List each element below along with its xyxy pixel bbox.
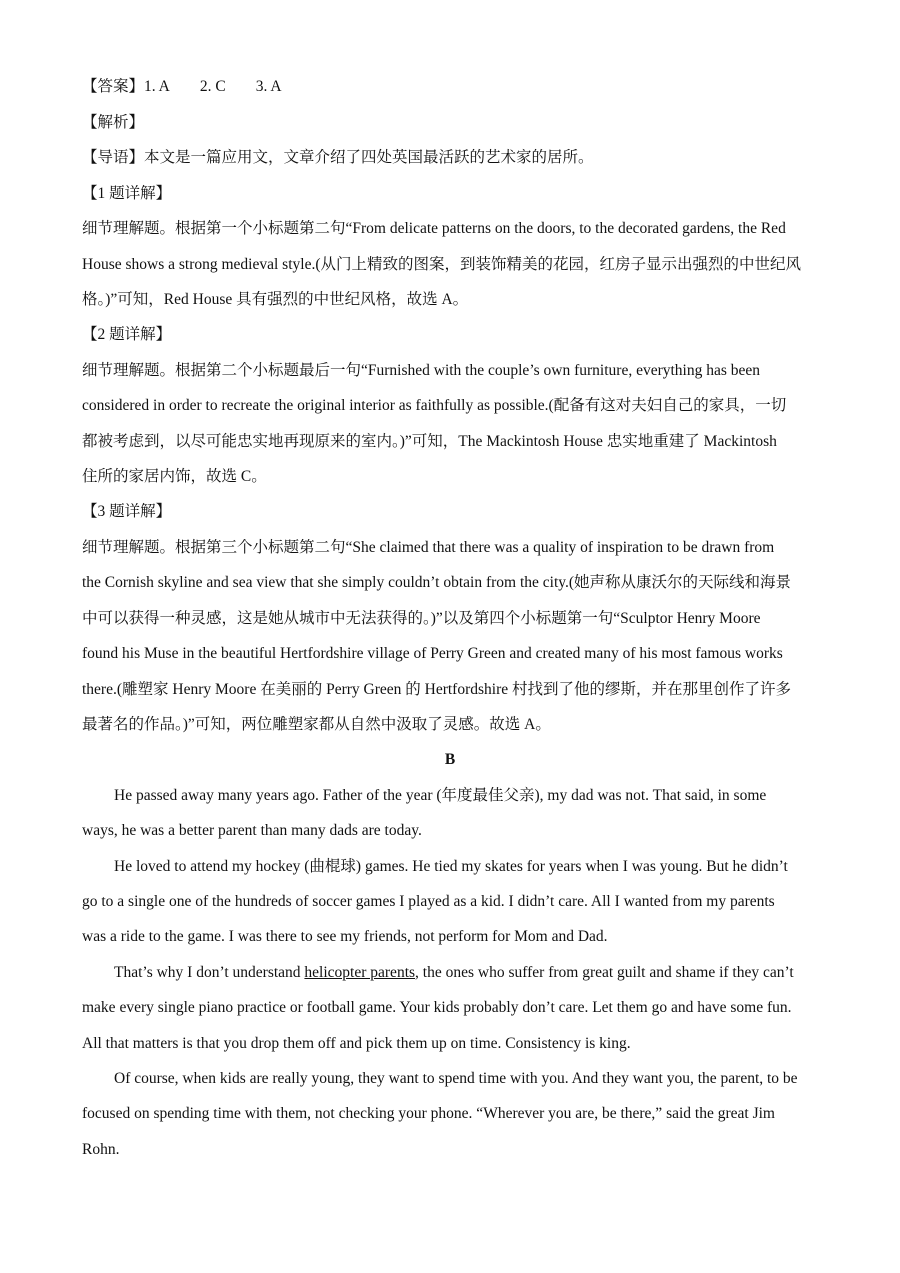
answer-2: 2. C <box>199 78 226 95</box>
passage-line: Of course, when kids are really young, they want to spend time with you. And they want you, the parent, to be <box>114 1070 798 1087</box>
passage-line: All that matters is that you drop them off and pick them up on time. Consistency is king. <box>82 1035 631 1052</box>
passage-line: He passed away many years ago. Father of the year (年度最佳父亲), my dad was not. That said, in some <box>114 787 767 804</box>
q1-line: 格。)”可知，Red House 具有强烈的中世纪风格，故选 A。 <box>82 291 469 308</box>
q1-line: 细节理解题。根据第一个小标题第二句“From delicate patterns on the doors, to the decorated gardens, the Red <box>82 220 786 237</box>
passage-line <box>114 963 822 983</box>
q3-line: found his Muse in the beautiful Hertfordshire village of Perry Green and created many of his most famous works <box>82 645 783 662</box>
underlined-term: helicopter parents <box>304 964 416 981</box>
answer-1: 1. A <box>144 78 170 95</box>
passage-text: That’s why I don’t understand <box>114 964 305 981</box>
passage-line: was a ride to the game. I was there to see my friends, not perform for Mom and Dad. <box>82 928 608 945</box>
q3-line: there.(雕塑家 Henry Moore 在美丽的 Perry Green 的 Hertfordshire 村找到了他的缪斯，并在那里创作了许多 <box>82 681 792 698</box>
passage-line: focused on spending time with them, not checking your phone. “Wherever you are, be there,” said the great Jim <box>82 1105 775 1122</box>
q2-heading: 【2 题详解】 <box>82 326 172 343</box>
q1-line: House shows a strong medieval style.(从门上精致的图案，到装饰精美的花园，红房子显示出强烈的中世纪风 <box>82 256 801 273</box>
q2-line: 住所的家居内饰，故选 C。 <box>82 468 267 485</box>
passage-line: make every single piano practice or football game. Your kids probably don’t care. Let them go and have some fun. <box>82 999 792 1016</box>
answer-label: 【答案】 <box>82 78 145 95</box>
q3-line: 中可以获得一种灵感，这是她从城市中无法获得的。)”以及第四个小标题第一句“Sculptor Henry Moore <box>82 610 761 627</box>
q2-line: considered in order to recreate the original interior as faithfully as possible.(配备有这对夫妇自己的家具，一切 <box>82 397 787 414</box>
q3-heading: 【3 题详解】 <box>82 503 172 520</box>
q2-line: 细节理解题。根据第二个小标题最后一句“Furnished with the couple’s own furniture, everything has been <box>82 362 761 379</box>
answer-line <box>82 77 822 97</box>
passage-line: He loved to attend my hockey (曲棍球) games. He tied my skates for years when I was young. But he didn’t <box>114 858 788 875</box>
guide-text: 【导语】本文是一篇应用文，文章介绍了四处英国最活跃的艺术家的居所。 <box>82 149 594 166</box>
passage-line: go to a single one of the hundreds of soccer games I played as a kid. I didn’t care. All I wanted from my parents <box>82 893 775 910</box>
q3-line: 细节理解题。根据第三个小标题第二句“She claimed that there was a quality of inspiration to be drawn from <box>82 539 775 556</box>
passage-line: ways, he was a better parent than many dads are today. <box>82 822 422 839</box>
section-title: B <box>444 751 456 768</box>
q2-line: 都被考虑到，以尽可能忠实地再现原来的室内。)”可知，The Mackintosh House 忠实地重建了 Mackintosh <box>82 433 777 450</box>
q3-line: 最著名的作品。)”可知，两位雕塑家都从自然中汲取了灵感。故选 A。 <box>82 716 551 733</box>
answer-3: 3. A <box>255 78 282 95</box>
passage-text: , the ones who suffer from great guilt and shame if they can’t <box>415 964 794 981</box>
analysis-label: 【解析】 <box>82 114 145 131</box>
q1-heading: 【1 题详解】 <box>82 185 172 202</box>
passage-line: Rohn. <box>82 1141 120 1158</box>
q3-line: the Cornish skyline and sea view that she simply couldn’t obtain from the city.(她声称从康沃尔的天际线和海景 <box>82 574 792 591</box>
